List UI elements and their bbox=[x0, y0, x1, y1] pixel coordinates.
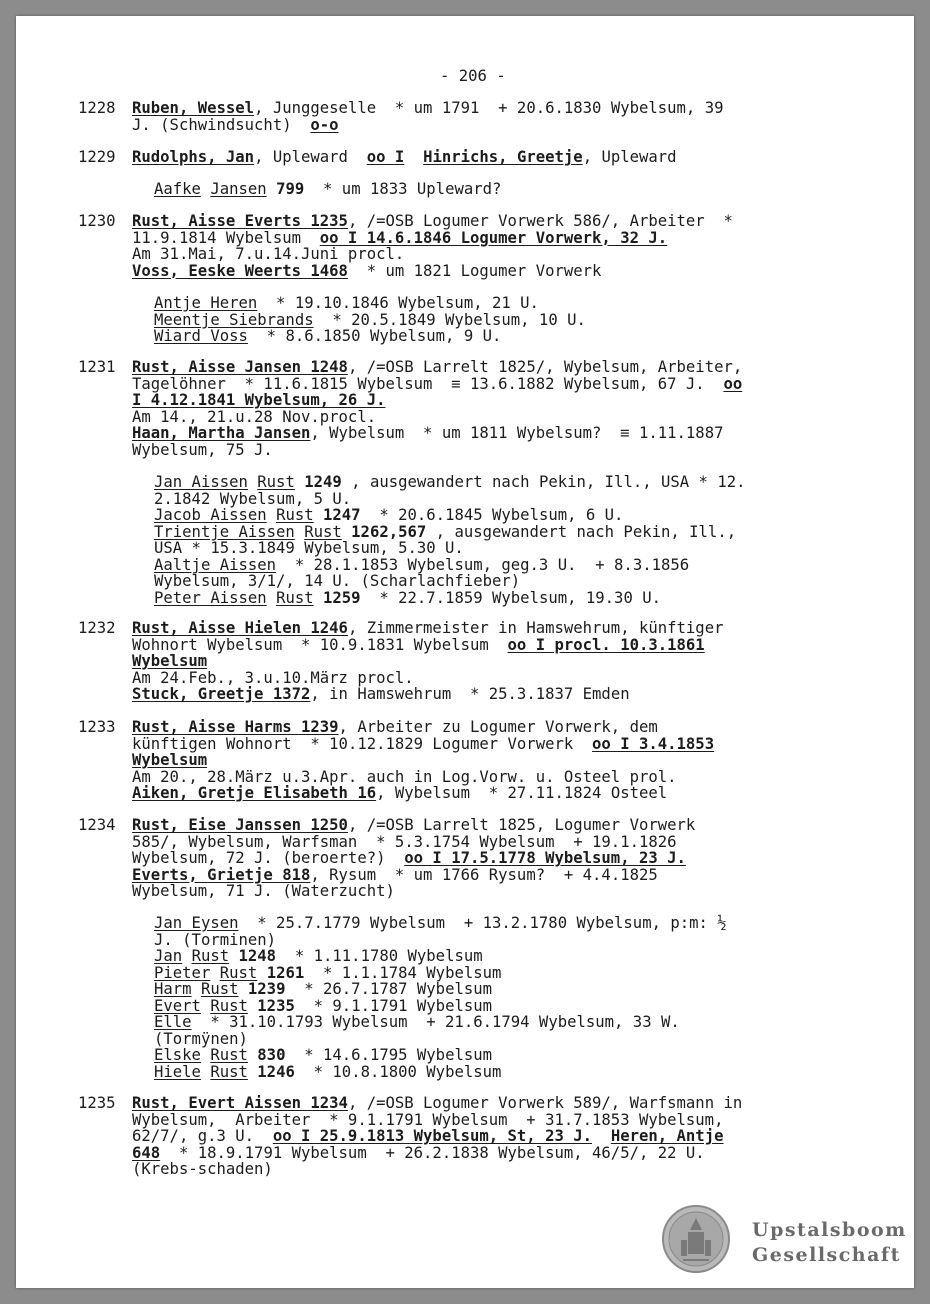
emphasized-text: Hinrichs, Greetje bbox=[423, 148, 583, 166]
entry-text bbox=[132, 359, 742, 458]
text-span: J. (Schwindsucht) bbox=[132, 115, 311, 134]
emphasized-text: Heren, Antje bbox=[610, 1127, 724, 1145]
child-line bbox=[154, 590, 746, 607]
entry-text bbox=[132, 817, 695, 900]
emphasized-text: 1249 bbox=[304, 473, 342, 491]
text-span bbox=[295, 473, 304, 491]
entry-text bbox=[132, 213, 733, 279]
emphasized-text: Trientje Aissen bbox=[154, 522, 295, 541]
emphasized-text: Stuck, Greetje 1372 bbox=[132, 685, 311, 703]
entry-line bbox=[132, 736, 714, 753]
text-span bbox=[248, 997, 257, 1015]
emphasized-text: Rust bbox=[210, 996, 248, 1015]
emphasized-text: Aafke bbox=[154, 180, 201, 198]
text-span: , /=OSB Logumer Vorwerk 586/, Arbeiter * bbox=[347, 212, 733, 230]
entry-line bbox=[132, 620, 723, 637]
emphasized-text: Evert bbox=[154, 996, 201, 1015]
text-span: * 22.7.1859 Wybelsum, 19.30 U. bbox=[360, 588, 662, 607]
text-span bbox=[267, 589, 276, 607]
entry-line bbox=[132, 719, 714, 736]
entry-line bbox=[132, 769, 714, 786]
entry-line bbox=[132, 425, 742, 442]
entry-line bbox=[132, 785, 714, 802]
emphasized-text: Aiken, Gretje Elisabeth 16 bbox=[132, 784, 377, 802]
emphasized-text: Voss, Eeske Weerts 1468 bbox=[132, 261, 348, 280]
child-line bbox=[154, 1031, 727, 1048]
text-span bbox=[201, 180, 210, 198]
emphasized-text: 830 bbox=[257, 1046, 286, 1064]
entry-line bbox=[132, 686, 723, 703]
text-span: (Krebs-schaden) bbox=[132, 1160, 273, 1178]
children-list bbox=[154, 474, 746, 606]
emphasized-text: 648 bbox=[132, 1143, 161, 1162]
logo-line-1: Upstalsboom bbox=[752, 1219, 907, 1241]
entry-line bbox=[132, 409, 742, 426]
entry-text bbox=[132, 719, 714, 802]
emphasized-text: Wybelsum bbox=[132, 652, 208, 670]
text-span bbox=[210, 964, 219, 982]
document-page bbox=[16, 16, 914, 1288]
entry-line bbox=[132, 149, 677, 166]
text-span bbox=[229, 947, 238, 965]
emphasized-text: Rust bbox=[276, 506, 314, 524]
text-span bbox=[248, 1063, 257, 1081]
emphasized-text: I 4.12.1841 Wybelsum, 26 J. bbox=[132, 391, 386, 409]
entry-text bbox=[132, 620, 723, 703]
emphasized-text: 1262,567 bbox=[351, 522, 427, 541]
entry-line bbox=[132, 263, 733, 280]
text-span: 2.1842 Wybelsum, 5 U. bbox=[154, 489, 352, 508]
child-line bbox=[154, 932, 727, 949]
text-span: * 28.1.1853 Wybelsum, geg.3 U. + 8.3.1856 bbox=[276, 555, 690, 574]
child-line bbox=[154, 540, 746, 557]
text-span: J. (Torminen) bbox=[154, 930, 277, 949]
child-line bbox=[154, 181, 501, 198]
entry-line bbox=[132, 1095, 742, 1112]
entry-number: 1228 bbox=[78, 99, 116, 117]
entry-line bbox=[132, 1128, 742, 1145]
text-span: * 8.6.1850 Wybelsum, 9 U. bbox=[247, 327, 502, 345]
entry-number: 1233 bbox=[78, 718, 116, 736]
text-span: Am 14., 21.u.28 Nov.procl. bbox=[132, 407, 377, 426]
text-span: Am 24.Feb., 3.u.10.März procl. bbox=[132, 668, 414, 687]
emphasized-text: Wybelsum bbox=[132, 751, 208, 769]
text-span bbox=[248, 1046, 257, 1064]
entry-line bbox=[132, 230, 733, 247]
emphasized-text: Aaltje Aissen bbox=[154, 555, 277, 574]
entry-line bbox=[132, 246, 733, 263]
emphasized-text: Rust bbox=[276, 588, 314, 607]
child-line bbox=[154, 948, 727, 965]
text-span: * 1.1.1784 Wybelsum bbox=[304, 963, 502, 982]
text-span: * 26.7.1787 Wybelsum bbox=[285, 980, 493, 998]
child-line bbox=[154, 474, 746, 491]
entry-line bbox=[132, 817, 695, 834]
text-span bbox=[314, 506, 323, 524]
text-span: USA * 15.3.1849 Wybelsum, 5.30 U. bbox=[154, 539, 464, 557]
emphasized-text: 1259 bbox=[323, 588, 361, 607]
entry-line bbox=[132, 1145, 742, 1162]
text-span: , Junggeselle * um 1791 + 20.6.1830 Wybelsum, 39 bbox=[254, 99, 724, 117]
emphasized-text: Rust bbox=[210, 1062, 248, 1081]
child-line bbox=[154, 1064, 727, 1081]
entry-line bbox=[132, 100, 723, 117]
emphasized-text: 1247 bbox=[323, 506, 361, 524]
text-span: Wohnort Wybelsum * 10.9.1831 Wybelsum bbox=[132, 635, 508, 654]
emphasized-text: Rust bbox=[219, 963, 258, 982]
text-span bbox=[342, 523, 351, 541]
emphasized-text: oo I bbox=[366, 148, 405, 166]
children-list bbox=[154, 915, 727, 1080]
emphasized-text: oo I 17.5.1778 Wybelsum, 23 J. bbox=[404, 849, 686, 867]
text-span bbox=[192, 980, 201, 998]
text-span: * um 1833 Upleward? bbox=[304, 180, 502, 198]
emphasized-text: Rust bbox=[191, 947, 230, 965]
entry-line bbox=[132, 867, 695, 884]
entry-number: 1232 bbox=[78, 619, 116, 637]
entry-line bbox=[132, 392, 742, 409]
emphasized-text: Ruben, Wessel bbox=[132, 99, 255, 117]
emphasized-text: Wiard Voss bbox=[154, 327, 248, 345]
emphasized-text: Rust, Aisse Jansen 1248 bbox=[132, 358, 348, 376]
text-span: künftigen Wohnort * 10.12.1829 Logumer Vorwerk bbox=[132, 734, 593, 753]
child-line bbox=[154, 573, 746, 590]
page-number: - 206 - bbox=[440, 67, 506, 85]
emphasized-text: Elle bbox=[154, 1013, 192, 1031]
text-span: 585/, Wybelsum, Warfsman * 5.3.1754 Wybelsum + 19.1.1826 bbox=[132, 832, 677, 851]
text-span: , Rysum * um 1766 Rysum? + 4.4.1825 bbox=[310, 865, 658, 884]
entry-line bbox=[132, 359, 742, 376]
text-span bbox=[201, 1063, 210, 1081]
text-span: Am 31.Mai, 7.u.14.Juni procl. bbox=[132, 245, 405, 263]
child-line bbox=[154, 295, 586, 312]
child-line bbox=[154, 557, 746, 574]
child-line bbox=[154, 965, 727, 982]
text-span: Wybelsum, 71 J. (Waterzucht) bbox=[132, 882, 395, 900]
text-span: , Upleward bbox=[582, 148, 677, 166]
entry-number: 1230 bbox=[78, 212, 116, 230]
logo-line-2: Gesellschaft bbox=[752, 1244, 901, 1266]
emphasized-text: oo I 25.9.1813 Wybelsum, St, 23 J. bbox=[272, 1127, 593, 1145]
emphasized-text: Elske bbox=[154, 1046, 201, 1064]
child-line bbox=[154, 524, 746, 541]
text-span: * 19.10.1846 Wybelsum, 21 U. bbox=[257, 294, 539, 312]
text-span: Am 20., 28.März u.3.Apr. auch in Log.Vorw. u. Osteel prol. bbox=[132, 767, 677, 786]
emphasized-text: 799 bbox=[276, 180, 305, 198]
text-span bbox=[201, 997, 210, 1015]
child-line bbox=[154, 491, 746, 508]
seal-icon bbox=[661, 1204, 731, 1274]
text-span: * 25.7.1779 Wybelsum + 13.2.1780 Wybelsum, p:m: ½ bbox=[238, 914, 727, 932]
entry-line bbox=[132, 117, 723, 134]
emphasized-text: Pieter bbox=[154, 963, 211, 982]
entry-line bbox=[132, 752, 714, 769]
entry-line bbox=[132, 834, 695, 851]
emphasized-text: Meentje Siebrands bbox=[154, 310, 314, 329]
emphasized-text: Rust, Aisse Harms 1239 bbox=[132, 718, 339, 736]
text-span: * 20.5.1849 Wybelsum, 10 U. bbox=[313, 310, 586, 329]
text-span: 11.9.1814 Wybelsum bbox=[132, 228, 320, 247]
text-span bbox=[201, 1046, 210, 1064]
emphasized-text: Rust, Aisse Everts 1235 bbox=[132, 212, 348, 230]
emphasized-text: Peter Aissen bbox=[154, 588, 267, 607]
text-span: , ausgewandert nach Pekin, Ill., bbox=[426, 522, 737, 541]
emphasized-text: Rust bbox=[304, 522, 342, 541]
entry-text bbox=[132, 100, 723, 133]
text-span bbox=[404, 148, 423, 166]
text-span: Wybelsum, Arbeiter * 9.1.1791 Wybelsum + 31.7.1853 Wybelsum, bbox=[132, 1110, 724, 1129]
text-span: * 18.9.1791 Wybelsum + 26.2.1838 Wybelsum, 46/5/, 22 U. bbox=[160, 1143, 705, 1162]
child-line bbox=[154, 328, 586, 345]
text-span bbox=[267, 180, 276, 198]
emphasized-text: Haan, Martha Jansen bbox=[132, 424, 311, 442]
text-span bbox=[314, 589, 323, 607]
emphasized-text: Harm bbox=[154, 980, 192, 998]
emphasized-text: Antje Heren bbox=[154, 294, 258, 312]
text-span: , Arbeiter zu Logumer Vorwerk, dem bbox=[338, 718, 658, 736]
emphasized-text: 1235 bbox=[257, 996, 295, 1015]
text-span: * 1.11.1780 Wybelsum bbox=[276, 947, 483, 965]
children-list bbox=[154, 295, 586, 345]
emphasized-text: Rust bbox=[200, 980, 239, 998]
entry-number: 1234 bbox=[78, 816, 116, 834]
emphasized-text: Rudolphs, Jan bbox=[132, 148, 255, 166]
text-span: Wybelsum, 75 J. bbox=[132, 440, 273, 459]
entry-line bbox=[132, 883, 695, 900]
emphasized-text: 1246 bbox=[257, 1062, 295, 1081]
text-span: * 20.6.1845 Wybelsum, 6 U. bbox=[360, 506, 624, 524]
text-span bbox=[257, 964, 266, 982]
text-span: 62/7/, g.3 U. bbox=[132, 1127, 273, 1145]
text-span: Wybelsum, 3/1/, 14 U. (Scharlachfieber) bbox=[154, 572, 521, 590]
emphasized-text: oo I 14.6.1846 Logumer Vorwerk, 32 J. bbox=[319, 228, 668, 247]
emphasized-text: Everts, Grietje 818 bbox=[132, 865, 311, 884]
text-span: , Wybelsum * 27.11.1824 Osteel bbox=[376, 784, 668, 802]
entry-line bbox=[132, 653, 723, 670]
emphasized-text: Rust, Aisse Hielen 1246 bbox=[132, 619, 348, 637]
emphasized-text: Rust bbox=[210, 1046, 248, 1064]
text-span: (Tormÿnen) bbox=[154, 1029, 248, 1048]
emphasized-text: 1248 bbox=[238, 947, 277, 965]
emphasized-text: Hiele bbox=[154, 1062, 201, 1081]
text-span: , ausgewandert nach Pekin, Ill., USA * 12. bbox=[341, 473, 746, 491]
emphasized-text: Rust, Eise Janssen 1250 bbox=[132, 816, 348, 834]
emphasized-text: Jansen bbox=[210, 180, 267, 198]
text-span bbox=[239, 980, 248, 998]
text-span bbox=[267, 506, 276, 524]
text-span: , /=OSB Logumer Vorwerk 589/, Warfsmann in bbox=[347, 1094, 743, 1112]
text-span bbox=[182, 947, 191, 965]
entry-line bbox=[132, 213, 733, 230]
text-span bbox=[592, 1127, 611, 1145]
entry-line bbox=[132, 850, 695, 867]
emphasized-text: 1239 bbox=[247, 980, 286, 998]
children-list bbox=[154, 181, 501, 198]
entry-line bbox=[132, 1112, 742, 1129]
text-span: , Upleward bbox=[254, 148, 367, 166]
child-line bbox=[154, 915, 727, 932]
entry-line bbox=[132, 637, 723, 654]
text-span: * 14.6.1795 Wybelsum bbox=[285, 1046, 493, 1064]
text-span: * um 1821 Logumer Vorwerk bbox=[347, 261, 602, 280]
text-span: * 31.10.1793 Wybelsum + 21.6.1794 Wybelsum, 33 W. bbox=[191, 1013, 680, 1031]
entry-line bbox=[132, 376, 742, 393]
text-span: , Zimmermeister in Hamswehrum, künftiger bbox=[347, 619, 724, 637]
emphasized-text: Rust bbox=[257, 473, 295, 491]
emphasized-text: Jacob Aissen bbox=[154, 506, 267, 524]
text-span: , Wybelsum * um 1811 Wybelsum? ≡ 1.11.1887 bbox=[310, 424, 724, 442]
emphasized-text: 1261 bbox=[266, 963, 305, 982]
emphasized-text: o-o bbox=[310, 115, 339, 134]
child-line bbox=[154, 507, 746, 524]
text-span: * 9.1.1791 Wybelsum bbox=[294, 996, 493, 1015]
text-span: Tagelöhner * 11.6.1815 Wybelsum ≡ 13.6.1882 Wybelsum, 67 J. bbox=[132, 374, 724, 393]
child-line bbox=[154, 981, 727, 998]
emphasized-text: Rust, Evert Aissen 1234 bbox=[132, 1094, 348, 1112]
emphasized-text: oo I 3.4.1853 bbox=[592, 734, 715, 753]
text-span: , in Hamswehrum * 25.3.1837 Emden bbox=[310, 685, 630, 703]
entry-number: 1229 bbox=[78, 148, 116, 166]
society-logo-text bbox=[752, 1218, 907, 1268]
child-line bbox=[154, 312, 586, 329]
child-line bbox=[154, 1047, 727, 1064]
entry-text bbox=[132, 149, 677, 166]
text-span: , /=OSB Larrelt 1825, Logumer Vorwerk bbox=[347, 816, 696, 834]
text-span: * 10.8.1800 Wybelsum bbox=[294, 1062, 502, 1081]
entry-text bbox=[132, 1095, 742, 1178]
text-span: Wybelsum, 72 J. (beroerte?) bbox=[132, 849, 405, 867]
text-span bbox=[295, 523, 304, 541]
entry-number: 1231 bbox=[78, 358, 116, 376]
emphasized-text: Jan Aissen bbox=[154, 473, 248, 491]
text-span bbox=[248, 473, 257, 491]
emphasized-text: Jan bbox=[154, 947, 183, 965]
text-span: , /=OSB Larrelt 1825/, Wybelsum, Arbeiter, bbox=[347, 358, 743, 376]
entry-line bbox=[132, 442, 742, 459]
emphasized-text: oo bbox=[723, 374, 743, 393]
child-line bbox=[154, 1014, 727, 1031]
emphasized-text: Jan Eysen bbox=[154, 914, 239, 932]
child-line bbox=[154, 998, 727, 1015]
entry-number: 1235 bbox=[78, 1094, 116, 1112]
emphasized-text: oo I procl. 10.3.1861 bbox=[507, 635, 705, 654]
entry-line bbox=[132, 670, 723, 687]
entry-line bbox=[132, 1161, 742, 1178]
